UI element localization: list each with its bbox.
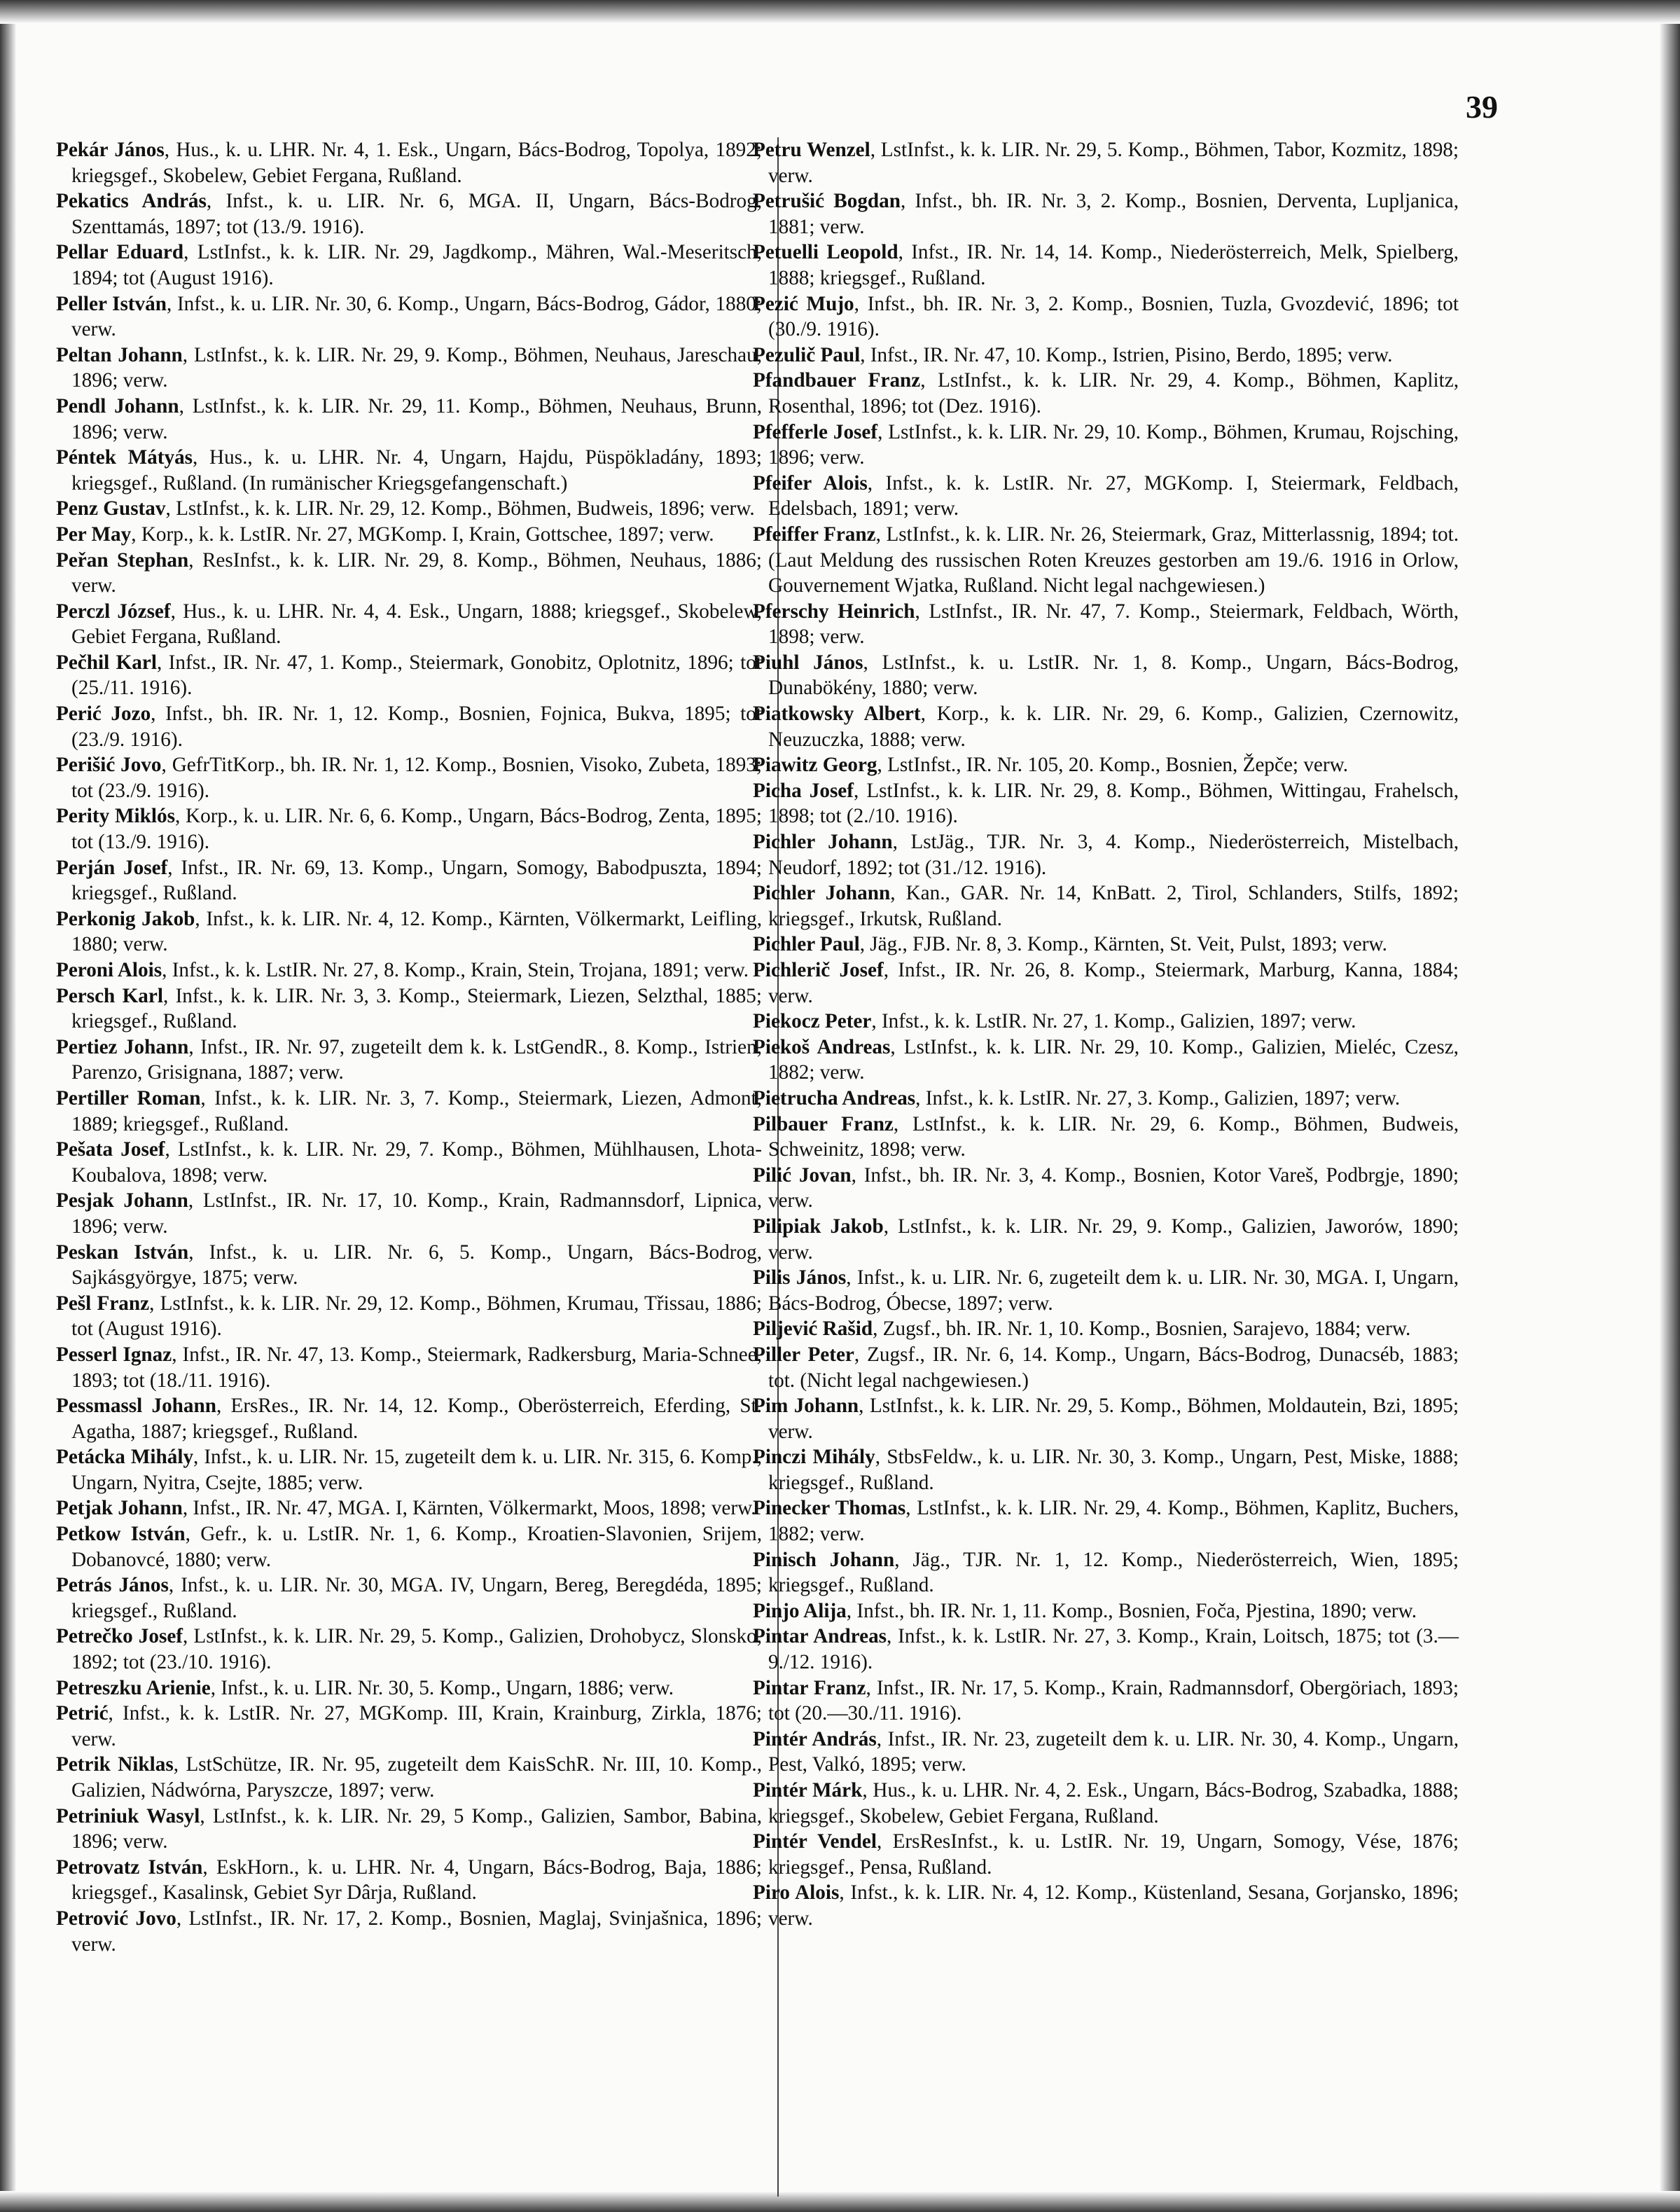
entry-details: , Infst., bh. IR. Nr. 1, 12. Komp., Bosnien, Fojnica, Bukva, 1895; tot (23./9. 1916). xyxy=(71,703,762,751)
entry-details: , Infst., IR. Nr. 47, 13. Komp., Steiermark, Radkersburg, Maria-Schnee, 1893; tot (18./11. 1916). xyxy=(71,1343,762,1392)
entry-name: Perján Josef xyxy=(56,856,168,879)
register-entry xyxy=(753,958,1459,1009)
register-entry xyxy=(753,1265,1459,1316)
entry-details: , Gefr., k. u. LstIR. Nr. 1, 6. Komp., Kroatien-Slavonien, Srijem, Dobanovcé, 1880; verw. xyxy=(71,1523,762,1571)
entry-details: , StbsFeldw., k. u. LIR. Nr. 30, 3. Komp., Ungarn, Pest, Miske, 1888; kriegsgef., Rußland. xyxy=(768,1446,1459,1494)
entry-details: , Infst., k. u. LIR. Nr. 30, 5. Komp., Ungarn, 1886; verw. xyxy=(210,1676,674,1699)
entry-details: , LstInfst., k. u. LstIR. Nr. 1, 8. Komp., Ungarn, Bács-Bodrog, Dunabökény, 1880; verw. xyxy=(768,651,1459,700)
entry-name: Pessmassl Johann xyxy=(56,1395,216,1418)
entry-details: , Infst., k. k. LIR. Nr. 4, 12. Komp., Küstenland, Sesana, Gorjansko, 1896; verw. xyxy=(768,1881,1459,1930)
entry-name: Pendl Johann xyxy=(56,394,179,417)
entry-name: Pezulič Paul xyxy=(753,343,861,366)
entry-name: Pietrucha Andreas xyxy=(753,1086,916,1110)
register-entry xyxy=(56,522,762,548)
register-entry xyxy=(56,445,762,496)
entry-name: Pešl Franz xyxy=(56,1292,150,1315)
entry-name: Pesjak Johann xyxy=(56,1189,188,1212)
entry-name: Peller István xyxy=(56,292,167,315)
entry-details: , ResInfst., k. k. LIR. Nr. 29, 8. Komp., Böhmen, Neuhaus, 1886; verw. xyxy=(71,548,762,597)
entry-name: Petjak Johann xyxy=(56,1497,183,1520)
register-entry xyxy=(56,855,762,906)
entry-name: Persch Karl xyxy=(56,984,163,1007)
entry-details: , LstInfst., k. k. LIR. Nr. 29, 8. Komp., Böhmen, Wittingau, Frahelsch, 1898; tot (2./10. 1916). xyxy=(768,779,1459,828)
entry-name: Pezić Mujo xyxy=(753,292,854,315)
entry-details: , Infst., k. k. LstIR. Nr. 27, MGKomp. III, Krain, Krainburg, Zirkla, 1876; verw. xyxy=(71,1702,762,1750)
entry-details: , Infst., IR. Nr. 26, 8. Komp., Steiermark, Marburg, Kanna, 1884; verw. xyxy=(768,959,1459,1007)
entry-details: , Infst., k. k. LIR. Nr. 4, 12. Komp., Kärnten, Völkermarkt, Leifling, 1880; verw. xyxy=(71,907,762,956)
entry-details: , ErsRes., IR. Nr. 14, 12. Komp., Oberösterreich, Eferding, St. Agatha, 1887; kriegsgef., Rußland. xyxy=(71,1395,763,1443)
entry-name: Piekocz Peter xyxy=(753,1010,872,1033)
entry-details: , Infst., k. u. LIR. Nr. 30, MGA. IV, Ungarn, Bereg, Beregdéda, 1895; kriegsgef., Rußland. xyxy=(71,1574,762,1622)
register-entry xyxy=(753,1009,1459,1035)
entry-name: Pellar Eduard xyxy=(56,241,184,264)
entry-details: , Zugsf., bh. IR. Nr. 1, 10. Komp., Bosnien, Sarajevo, 1884; verw. xyxy=(873,1318,1411,1341)
entry-name: Pertiller Roman xyxy=(56,1086,201,1110)
entry-name: Petrik Niklas xyxy=(56,1753,174,1776)
entry-details: , Korp., k. u. LIR. Nr. 6, 6. Komp., Ungarn, Bács-Bodrog, Zenta, 1895; tot (13./9. 1916). xyxy=(71,805,762,854)
entry-details: , LstInfst., k. k. LIR. Nr. 29, 5. Komp., Galizien, Drohobycz, Slonsko, 1892; tot (23./10. 1916). xyxy=(71,1625,763,1674)
register-entry xyxy=(56,1393,762,1444)
entry-details: , LstInfst., k. k. LIR. Nr. 29, 10. Komp., Böhmen, Krumau, Rojsching, 1896; verw. xyxy=(768,420,1459,469)
register-entry xyxy=(56,1444,762,1495)
entry-name: Pinecker Thomas xyxy=(753,1497,906,1520)
register-entry xyxy=(753,1086,1459,1112)
entry-name: Pfeifer Alois xyxy=(753,471,868,495)
register-entry xyxy=(753,1778,1459,1829)
entry-details: , Infst., k. k. LstIR. Nr. 27, 3. Komp., Galizien, 1897; verw. xyxy=(915,1086,1401,1110)
entry-details: , Infst., k. k. LstIR. Nr. 27, 3. Komp., Krain, Loitsch, 1875; tot (3.—9./12. 1916). xyxy=(768,1625,1459,1674)
register-entry xyxy=(753,1393,1459,1444)
register-entry xyxy=(56,1855,762,1906)
register-entry xyxy=(753,752,1459,778)
register-entry xyxy=(56,394,762,445)
entry-details: , Infst., bh. IR. Nr. 3, 4. Komp., Bosnien, Kotor Vareš, Podbrgje, 1890; verw. xyxy=(768,1163,1459,1212)
register-entry xyxy=(56,343,762,394)
entry-details: , Infst., k. u. LIR. Nr. 6, zugeteilt dem k. u. LIR. Nr. 30, MGA. I, Ungarn, Bács-Bodrog, Óbecse, 1897; verw. xyxy=(768,1266,1459,1315)
entry-details: , Infst., k. u. LIR. Nr. 6, MGA. II, Ungarn, Bács-Bodrog, Szenttamás, 1897; tot (13./9. 1916). xyxy=(71,190,762,238)
register-entry xyxy=(56,1804,762,1855)
entry-details: , Hus., k. u. LHR. Nr. 4, 1. Esk., Ungarn, Bács-Bodrog, Topolya, 1892; kriegsgef., Skobelew, Gebiet Fergana, Rußland. xyxy=(71,139,762,187)
register-entry xyxy=(753,1035,1459,1086)
entry-details: , LstInfst., IR. Nr. 17, 2. Komp., Bosnien, Maglaj, Svinjašnica, 1896; verw. xyxy=(71,1907,762,1956)
entry-details: , Infst., k. k. LIR. Nr. 3, 7. Komp., Steiermark, Liezen, Admont, 1889; kriegsgef., Rußland. xyxy=(71,1086,762,1135)
entry-name: Pfandbauer Franz xyxy=(753,369,921,392)
register-entry xyxy=(56,1342,762,1393)
entry-details: , LstInfst., k. k. LIR. Nr. 26, Steiermark, Graz, Mitterlassnig, 1894; tot. (Laut Meldung des russischen Roten Kreuzes gestorben am 19./6. 1916 in Orlow, Gouvernement Wjatka, Rußland. Nicht legal nachgewiesen.) xyxy=(768,523,1459,597)
register-entry xyxy=(753,1495,1459,1547)
page-number: 39 xyxy=(1466,89,1498,125)
right-column xyxy=(753,137,1459,1932)
register-entry xyxy=(753,137,1459,188)
register-entry xyxy=(56,1701,762,1752)
register-entry xyxy=(753,1880,1459,1931)
entry-name: Perić Jozo xyxy=(56,703,151,726)
entry-name: Pekatics András xyxy=(56,190,207,213)
entry-name: Pintér Márk xyxy=(753,1779,863,1802)
entry-details: , Infst., bh. IR. Nr. 3, 2. Komp., Bosnien, Derventa, Lupljanica, 1881; verw. xyxy=(768,190,1459,238)
register-entry xyxy=(753,1316,1459,1342)
register-entry xyxy=(56,1752,762,1803)
register-entry xyxy=(56,1291,762,1342)
register-entry xyxy=(753,1547,1459,1598)
register-entry xyxy=(56,1521,762,1572)
register-entry xyxy=(56,1086,762,1137)
register-entry xyxy=(753,829,1459,880)
entry-name: Pintar Franz xyxy=(753,1676,866,1699)
entry-name: Piuhl János xyxy=(753,651,863,674)
entry-details: , Infst., k. k. LstIR. Nr. 27, 1. Komp., Galizien, 1897; verw. xyxy=(871,1010,1356,1033)
register-entry xyxy=(753,1214,1459,1265)
register-entry xyxy=(753,599,1459,650)
entry-name: Perity Miklós xyxy=(56,805,175,828)
entry-name: Petrečko Josef xyxy=(56,1625,183,1648)
register-entry xyxy=(753,240,1459,291)
entry-details: , LstInfst., IR. Nr. 17, 10. Komp., Krain, Radmannsdorf, Lipnica, 1896; verw. xyxy=(71,1189,762,1238)
register-entry xyxy=(56,137,762,188)
entry-name: Pintar Andreas xyxy=(753,1625,887,1648)
register-entry xyxy=(56,188,762,240)
entry-details: , Infst., bh. IR. Nr. 3, 2. Komp., Bosnien, Tuzla, Gvozdević, 1896; tot (30./9. 1916). xyxy=(768,292,1459,341)
entry-name: Petreszku Arienie xyxy=(56,1676,211,1699)
entry-details: , Infst., k. u. LIR. Nr. 6, 5. Komp., Ungarn, Bács-Bodrog, Sajkásgyörgye, 1875; verw. xyxy=(71,1240,762,1290)
entry-name: Pintér András xyxy=(753,1727,877,1750)
register-entry xyxy=(56,496,762,522)
entry-name: Pim Johann xyxy=(753,1395,859,1418)
entry-name: Piekoš Andreas xyxy=(753,1035,891,1058)
entry-details: , Infst., bh. IR. Nr. 1, 11. Komp., Bosnien, Foča, Pjestina, 1890; verw. xyxy=(846,1599,1417,1622)
entry-name: Petru Wenzel xyxy=(753,139,870,161)
entry-name: Petrić xyxy=(56,1702,109,1725)
register-entry xyxy=(753,343,1459,368)
entry-name: Pfefferle Josef xyxy=(753,420,878,443)
entry-name: Pilbauer Franz xyxy=(753,1112,894,1135)
entry-details: , Infst., k. u. LIR. Nr. 15, zugeteilt dem k. u. LIR. Nr. 315, 6. Komp., Ungarn, Nyitra, Csejte, 1885; verw. xyxy=(71,1446,762,1494)
entry-details: , EskHorn., k. u. LHR. Nr. 4, Ungarn, Bács-Bodrog, Baja, 1886; kriegsgef., Kasalinsk, Gebiet Syr Dârja, Rußland. xyxy=(71,1855,762,1905)
entry-details: , LstInfst., k. k. LIR. Nr. 29, 5 Komp., Galizien, Sambor, Babina, 1896; verw. xyxy=(71,1804,762,1853)
register-entry xyxy=(56,1188,762,1239)
entry-details: , Hus., k. u. LHR. Nr. 4, 4. Esk., Ungarn, 1888; kriegsgef., Skobelew, Gebiet Fergana, Rußland. xyxy=(71,600,762,649)
register-entry xyxy=(753,420,1459,471)
entry-details: , LstInfst., k. k. LIR. Nr. 29, 6. Komp., Böhmen, Budweis, Schweinitz, 1898; verw. xyxy=(768,1112,1459,1161)
register-entry xyxy=(753,1112,1459,1163)
entry-name: Pešata Josef xyxy=(56,1138,165,1161)
entry-details: , LstInfst., k. k. LIR. Nr. 29, 9. Komp., Böhmen, Neuhaus, Jareschau, 1896; verw. xyxy=(71,343,762,392)
entry-details: , LstInfst., k. k. LIR. Nr. 29, 4. Komp., Böhmen, Kaplitz, Rosenthal, 1896; tot (Dez. 1916). xyxy=(768,369,1459,417)
register-entry xyxy=(753,1598,1459,1624)
register-entry xyxy=(753,1624,1459,1675)
entry-name: Peroni Alois xyxy=(56,959,162,981)
entry-details: , LstInfst., k. k. LIR. Nr. 29, 7. Komp., Böhmen, Mühlhausen, Lhota-Koubalova, 1898; verw. xyxy=(71,1138,762,1187)
entry-name: Pichler Johann xyxy=(753,831,893,854)
entry-name: Petrás János xyxy=(56,1574,169,1597)
register-entry xyxy=(753,1829,1459,1880)
entry-details: , LstInfst., k. k. LIR. Nr. 29, 10. Komp., Galizien, Mieléc, Czesz, 1882; verw. xyxy=(768,1035,1459,1084)
register-entry xyxy=(753,471,1459,522)
entry-details: , Jäg., FJB. Nr. 8, 3. Komp., Kärnten, St. Veit, Pulst, 1893; verw. xyxy=(859,933,1387,956)
entry-name: Perkonig Jakob xyxy=(56,907,195,930)
entry-details: , Infst., IR. Nr. 47, MGA. I, Kärnten, Völkermarkt, Moos, 1898; verw. xyxy=(182,1497,756,1520)
entry-details: , LstJäg., TJR. Nr. 3, 4. Komp., Niederösterreich, Mistelbach, Neudorf, 1892; tot (31./12. 1916). xyxy=(768,831,1459,879)
entry-details: , Infst., IR. Nr. 23, zugeteilt dem k. u. LIR. Nr. 30, 4. Komp., Ungarn, Pest, Valkó, 1895; verw. xyxy=(768,1727,1459,1776)
entry-details: , LstInfst., k. k. LIR. Nr. 29, 12. Komp., Böhmen, Budweis, 1896; verw. xyxy=(165,497,755,520)
register-entry xyxy=(56,1906,762,1957)
entry-details: , Infst., k. k. LstIR. Nr. 27, 8. Komp., Krain, Stein, Trojana, 1891; verw. xyxy=(162,959,749,981)
register-entry xyxy=(56,240,762,291)
entry-name: Pertiez Johann xyxy=(56,1035,189,1058)
register-entry xyxy=(753,778,1459,829)
entry-details: , Korp., k. k. LIR. Nr. 29, 6. Komp., Galizien, Czernowitz, Neuzuczka, 1888; verw. xyxy=(768,703,1459,751)
register-entry xyxy=(56,291,762,343)
entry-name: Petkow István xyxy=(56,1523,186,1546)
entry-name: Pinjo Alija xyxy=(753,1599,847,1622)
entry-details: , LstSchütze, IR. Nr. 95, zugeteilt dem KaisSchR. Nr. III, 10. Komp., Galizien, Nádwórna, Paryszcze, 1897; verw. xyxy=(71,1753,762,1802)
entry-details: , LstInfst., k. k. LIR. Nr. 29, 12. Komp., Böhmen, Krumau, Třissau, 1886; tot (August 1916). xyxy=(71,1292,762,1341)
entry-name: Piatkowsky Albert xyxy=(753,703,921,726)
register-entry xyxy=(56,803,762,855)
entry-details: , Infst., IR. Nr. 14, 14. Komp., Niederösterreich, Melk, Spielberg, 1888; kriegsgef., Rußland. xyxy=(768,241,1459,289)
register-entry xyxy=(56,1137,762,1188)
register-entry xyxy=(753,880,1459,932)
entry-details: , LstInfst., IR. Nr. 47, 7. Komp., Steiermark, Feldbach, Wörth, 1898; verw. xyxy=(768,600,1459,649)
entry-details: , Infst., IR. Nr. 69, 13. Komp., Ungarn, Somogy, Babodpuszta, 1894; kriegsgef., Rußland. xyxy=(71,856,762,905)
register-entry xyxy=(56,1572,762,1624)
register-entry xyxy=(56,1624,762,1675)
register-entry xyxy=(56,906,762,958)
entry-name: Pekár János xyxy=(56,139,165,161)
entry-details: , LstInfst., k. k. LIR. Nr. 29, 9. Komp., Galizien, Jaworów, 1890; verw. xyxy=(768,1215,1459,1264)
register-entry xyxy=(56,1675,762,1701)
entry-details: , LstInfst., k. k. LIR. Nr. 29, 5. Komp., Böhmen, Tabor, Kozmitz, 1898; verw. xyxy=(768,139,1459,187)
entry-details: , Infst., k. k. LstIR. Nr. 27, MGKomp. I, Steiermark, Feldbach, Edelsbach, 1891; verw. xyxy=(768,471,1459,520)
entry-name: Pinczi Mihály xyxy=(753,1446,875,1469)
entry-details: , Infst., k. k. LIR. Nr. 3, 3. Komp., Steiermark, Liezen, Selzthal, 1885; kriegsgef., Rußland. xyxy=(71,984,762,1033)
entry-details: , Infst., k. u. LIR. Nr. 30, 6. Komp., Ungarn, Bács-Bodrog, Gádor, 1880; verw. xyxy=(71,292,762,341)
register-entry xyxy=(56,1240,762,1291)
entry-name: Pilipiak Jakob xyxy=(753,1215,884,1238)
entry-name: Piller Peter xyxy=(753,1343,854,1366)
entry-name: Peskan István xyxy=(56,1240,189,1264)
entry-details: , Hus., k. u. LHR. Nr. 4, 2. Esk., Ungarn, Bács-Bodrog, Szabadka, 1888; kriegsgef., Skobelew, Gebiet Fergana, Rußland. xyxy=(768,1779,1459,1827)
register-entry xyxy=(56,548,762,599)
register-entry xyxy=(753,1444,1459,1495)
entry-name: Pinisch Johann xyxy=(753,1548,895,1571)
entry-details: , Infst., IR. Nr. 17, 5. Komp., Krain, Radmannsdorf, Obergöriach, 1893; tot (20.—30./11. 1916). xyxy=(768,1676,1459,1725)
entry-details: , Infst., IR. Nr. 47, 1. Komp., Steiermark, Gonobitz, Oplotnitz, 1896; tot (25./11. 1916). xyxy=(71,651,762,700)
register-entry xyxy=(56,650,762,701)
entry-details: , ErsResInfst., k. u. LstIR. Nr. 19, Ungarn, Somogy, Vése, 1876; kriegsgef., Pensa, Rußland. xyxy=(768,1830,1459,1879)
register-entry xyxy=(56,752,762,803)
entry-name: Pilis János xyxy=(753,1266,847,1290)
entry-name: Pintér Vendel xyxy=(753,1830,877,1853)
register-entry xyxy=(753,188,1459,240)
entry-details: , Hus., k. u. LHR. Nr. 4, Ungarn, Hajdu, Püspökladány, 1893; kriegsgef., Rußland. (In rumänischer Kriegsgefangenschaft.) xyxy=(71,446,762,495)
entry-name: Pesserl Ignaz xyxy=(56,1343,172,1366)
register-entry xyxy=(753,701,1459,752)
entry-name: Pečhil Karl xyxy=(56,651,157,674)
left-column xyxy=(56,137,762,1957)
entry-details: , LstInfst., k. k. LIR. Nr. 29, 4. Komp., Böhmen, Kaplitz, Buchers, 1882; verw. xyxy=(768,1497,1459,1546)
entry-name: Pferschy Heinrich xyxy=(753,600,915,623)
register-entry xyxy=(56,1495,762,1521)
register-entry xyxy=(753,932,1459,958)
entry-details: , LstInfst., IR. Nr. 105, 20. Komp., Bosnien, Žepče; verw. xyxy=(877,754,1349,777)
entry-name: Petrušić Bogdan xyxy=(753,190,901,213)
entry-name: Pichlerič Josef xyxy=(753,959,884,981)
entry-name: Petrović Jovo xyxy=(56,1907,176,1930)
entry-name: Perišić Jovo xyxy=(56,754,162,777)
entry-name: Perczl József xyxy=(56,600,171,623)
entry-details: , Infst., IR. Nr. 97, zugeteilt dem k. k. LstGendR., 8. Komp., Istrien, Parenzo, Grisignana, 1887; verw. xyxy=(71,1035,762,1084)
register-entry xyxy=(753,1727,1459,1778)
entry-details: , GefrTitKorp., bh. IR. Nr. 1, 12. Komp., Bosnien, Visoko, Zubeta, 1893; tot (23./9. 1916). xyxy=(71,754,763,802)
entry-name: Picha Josef xyxy=(753,779,854,802)
entry-name: Petriniuk Wasyl xyxy=(56,1804,200,1827)
register-entry xyxy=(56,1035,762,1086)
entry-name: Per May xyxy=(56,523,132,546)
register-entry xyxy=(753,368,1459,419)
entry-name: Peřan Stephan xyxy=(56,548,189,572)
entry-details: , Korp., k. k. LstIR. Nr. 27, MGKomp. I, Krain, Gottschee, 1897; verw. xyxy=(131,523,714,546)
register-entry xyxy=(753,1163,1459,1214)
entry-name: Pfeiffer Franz xyxy=(753,523,876,546)
register-entry xyxy=(753,522,1459,599)
entry-name: Piro Alois xyxy=(753,1881,840,1905)
register-entry xyxy=(753,1675,1459,1727)
entry-name: Petrovatz István xyxy=(56,1855,203,1879)
entry-name: Pilić Jovan xyxy=(753,1163,852,1187)
entry-name: Piljević Rašid xyxy=(753,1318,873,1341)
entry-name: Petácka Mihály xyxy=(56,1446,194,1469)
register-entry xyxy=(56,599,762,650)
entry-name: Péntek Mátyás xyxy=(56,446,193,469)
entry-name: Piawitz Georg xyxy=(753,754,877,777)
entry-name: Pichler Paul xyxy=(753,933,860,956)
register-entry xyxy=(753,291,1459,343)
register-entry xyxy=(753,1342,1459,1393)
entry-details: , LstInfst., k. k. LIR. Nr. 29, 11. Komp., Böhmen, Neuhaus, Brunn, 1896; verw. xyxy=(71,394,763,443)
register-entry xyxy=(56,701,762,752)
entry-details: , Zugsf., IR. Nr. 6, 14. Komp., Ungarn, Bács-Bodrog, Dunacséb, 1883; tot. (Nicht legal nachgewiesen.) xyxy=(768,1343,1459,1392)
entry-details: , LstInfst., k. k. LIR. Nr. 29, 5. Komp., Böhmen, Moldautein, Bzi, 1895; verw. xyxy=(768,1395,1459,1443)
entry-details: , LstInfst., k. k. LIR. Nr. 29, Jagdkomp., Mähren, Wal.-Meseritsch, 1894; tot (August 1916). xyxy=(71,241,762,289)
register-entry xyxy=(56,983,762,1035)
entry-details: , Kan., GAR. Nr. 14, KnBatt. 2, Tirol, Schlanders, Stilfs, 1892; kriegsgef., Irkutsk, Rußland. xyxy=(768,882,1459,930)
entry-details: , Infst., IR. Nr. 47, 10. Komp., Istrien, Pisino, Berdo, 1895; verw. xyxy=(860,343,1393,366)
entry-name: Pichler Johann xyxy=(753,882,891,905)
entry-name: Petuelli Leopold xyxy=(753,241,898,264)
entry-name: Peltan Johann xyxy=(56,343,183,366)
entry-name: Penz Gustav xyxy=(56,497,166,520)
entry-details: , Jäg., TJR. Nr. 1, 12. Komp., Niederösterreich, Wien, 1895; kriegsgef., Rußland. xyxy=(768,1548,1459,1597)
register-entry xyxy=(753,650,1459,701)
register-entry xyxy=(56,958,762,983)
